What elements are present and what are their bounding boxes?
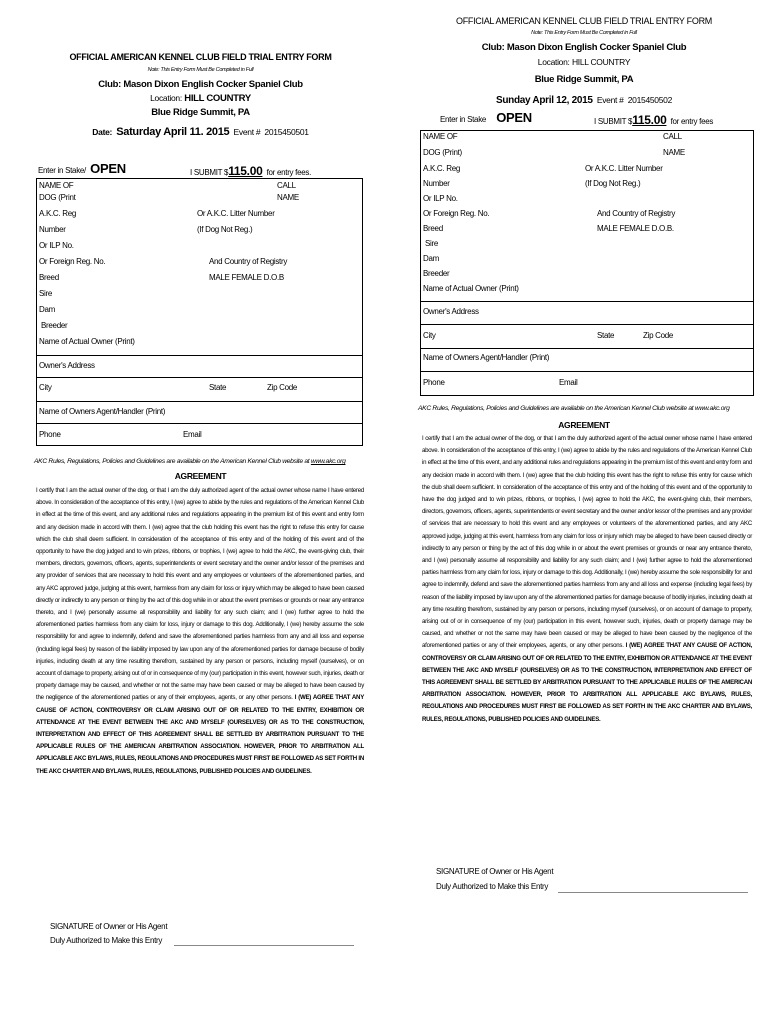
city-label: City: [39, 383, 52, 392]
form-note: Note: This Entry Form Must Be Completed in Full: [147, 67, 254, 73]
stake-line: [38, 160, 126, 178]
club-line: [414, 42, 754, 53]
signature-label: SIGNATURE of Owner or His Agent: [50, 922, 168, 931]
agreement-body: [422, 433, 752, 726]
fees-label: for entry fees: [670, 117, 714, 126]
agreement-title: AGREEMENT: [558, 420, 610, 430]
location-line: [28, 93, 373, 104]
call-label: CALL: [663, 132, 682, 141]
zip-label: Zip Code: [267, 383, 298, 392]
date-line: [28, 122, 373, 140]
date-value: Sunday April 12, 2015: [495, 95, 593, 106]
sire-label: Sire: [39, 289, 53, 298]
agreement-text: I certify that I am the actual owner of the dog, or that I am the duly authorized agent of the actual owner whose name I have entered above. In consideration of the acceptance of this entry, I (we) agree to abide by the rules and regulations of the American Kennel Club in effect at the time of this event, and any additional rules and regulations appearing in the premium list of this event and entry form and any decision made in accord with them. I (we) agree that the club holding this event has the right to refuse this entry for cause which the club shall deem sufficient. In consideration of the acceptance of this entry and of the holding of this event and of the opportunity to have the dog judged and to win prizes, ribbons, or trophies, I (we) agree to hold the AKC, the event-giving club, their members, directors, governors, officers, agents, superintendents or event secretary and the owner and/or lessor of the premises and any provider of services that are necessary to hold this event and any employees or volunteers of the aforementioned parties, and any AKC approved judge, judging at this event, harmless from any claim for loss or injury which may be alleged to have been caused directly or indirectly to any person or thing by the act of this dog while in or about the event premises or grounds or near any entrance thereto, and I (we) personally assume all responsibility and liability for any such claim; and I (we) further agree to hold the aforementioned parties harmless from any claim for loss, injury or damage to this dog. Additionally, I (we) hereby assume the sole responsibility for and agree to indemnify, defend and save the aforementioned parties harmless from any and all loss and expense (including legal fees) by reason of the liability imposed by law upon any of the aforementioned parties for damage because of bodily injuries, including death at any time resulting therefrom, sustained by any person or persons, including myself (ourselves), or on account of damage to property, arising out of or in consequence of my (our) participation in this event, however such, injuries, death or property damage may be caused, and whether or not the same may have been caused or may be alleged to have been caused by the negligence of the aforementioned parties or any of their employees, agents, or any other persons.: [422, 435, 752, 650]
handler-label: Name of Owners Agent/Handler (Print): [39, 407, 166, 416]
dam-label: Dam: [39, 305, 55, 314]
agreement-title: AGREEMENT: [174, 471, 227, 481]
submit-label: I SUBMIT $: [190, 168, 229, 177]
stake-value[interactable]: OPEN: [90, 161, 126, 176]
rules-text: AKC Rules, Regulations, Policies and Guidelines are available on the American Kennel Club website at: [34, 458, 310, 465]
event-label: Event #: [233, 127, 261, 137]
row-divider: [421, 371, 753, 372]
akc-reg-label: A.K.C. Reg: [39, 209, 77, 218]
owner-label: Name of Actual Owner (Print): [423, 284, 519, 293]
not-reg-label: (If Dog Not Reg.): [585, 179, 641, 188]
fee-amount[interactable]: 115.00: [632, 113, 667, 127]
location-value: HILL COUNTRY: [184, 93, 251, 104]
fee-line: [594, 111, 713, 129]
form-title: OFFICIAL AMERICAN KENNEL CLUB FIELD TRIAL ENTRY FORM: [456, 16, 712, 26]
stake-value[interactable]: OPEN: [496, 110, 532, 125]
foreign-reg-label: Or Foreign Reg. No.: [39, 257, 106, 266]
row-divider: [37, 355, 362, 356]
club-name: Mason Dixon English Cocker Spaniel Club: [506, 42, 687, 53]
rules-note: [34, 458, 346, 465]
phone-label: Phone: [39, 430, 61, 439]
submit-label: I SUBMIT $: [594, 117, 633, 126]
event-number: 2015450502: [627, 95, 673, 105]
event-number: 2015450501: [264, 127, 309, 137]
sex-dob-label: MALE FEMALE D.O.B.: [597, 224, 674, 233]
state-label: State: [209, 383, 227, 392]
dam-label: Dam: [423, 254, 439, 263]
signature-label: SIGNATURE of Owner or His Agent: [436, 867, 554, 876]
state-label: State: [597, 331, 615, 340]
dog-info-box: [420, 130, 754, 396]
place-line: Blue Ridge Summit, PA: [534, 74, 634, 85]
number-label: Number: [423, 179, 450, 188]
fees-label: for entry fees.: [266, 168, 312, 177]
akc-reg-label: A.K.C. Reg: [423, 164, 461, 173]
breed-label: Breed: [423, 224, 443, 233]
litter-label: Or A.K.C. Litter Number: [197, 209, 275, 218]
country-label: And Country of Registry: [597, 209, 676, 218]
call-label: CALL: [277, 181, 296, 190]
agreement-arbitration: I (WE) AGREE THAT ANY CAUSE OF ACTION, CONTROVERSY OR CLAIM ARISING OUT OF OR RELATED TO THE ENTRY, EXHIBITION OR ATTENDANCE AT THE EVENT BETWEEN THE AKC AND MYSELF (OURSELVES) OR AS TO THE CONSTRUCTION, INTERPRETATION AND EFFECT OF THIS AGREEMENT SHALL BE SETTLED BY ARBITRATION PURSUANT TO THE APPLICABLE RULES OF THE AMERICAN ARBITRATION ASSOCIATION. HOWEVER, PRIOR TO ARBITRATION ALL APPLICABLE AKC BYLAWS, RULES, REGULATIONS AND PROCEDURES MUST FIRST BE FOLLOWED AS SET FORTH IN THE AKC CHARTER AND BYLAWS, RULES, REGULATIONS, PUBLISHED POLICIES AND GUIDELINES.: [36, 694, 365, 775]
litter-label: Or A.K.C. Litter Number: [585, 164, 663, 173]
address-label: Owner's Address: [39, 361, 95, 370]
zip-label: Zip Code: [643, 331, 674, 340]
rules-note: AKC Rules, Regulations, Policies and Guidelines are available on the American Kennel Club website at www.akc.org: [418, 405, 730, 412]
signature-line[interactable]: [174, 945, 354, 946]
location-line: [414, 57, 754, 68]
ilp-label: Or ILP No.: [39, 241, 74, 250]
stake-line: [440, 109, 532, 127]
sex-dob-label: MALE FEMALE D.O.B: [209, 273, 284, 282]
form-note: Note: This Entry Form Must Be Completed in Full: [531, 30, 637, 36]
foreign-reg-label: Or Foreign Reg. No.: [423, 209, 490, 218]
club-line: [28, 79, 373, 90]
date-label: Date:: [92, 127, 113, 137]
date-value: Saturday April 11. 2015: [116, 126, 230, 138]
address-label: Owner's Address: [423, 307, 479, 316]
row-divider: [37, 423, 362, 424]
agreement-body: [36, 485, 364, 778]
signature-line[interactable]: [558, 892, 748, 893]
row-divider: [421, 324, 753, 325]
form-title: OFFICIAL AMERICAN KENNEL CLUB FIELD TRIAL ENTRY FORM: [69, 52, 332, 62]
authorized-label: Duly Authorized to Make this Entry: [436, 882, 549, 891]
city-label: City: [423, 331, 436, 340]
location-value: HILL COUNTRY: [571, 57, 631, 67]
authorized-label: Duly Authorized to Make this Entry: [50, 936, 163, 945]
dog-info-box: [36, 178, 363, 446]
agreement-text: I certify that I am the actual owner of the dog, or that I am the duly authorized agent of the actual owner whose name I have entered above. In consideration of the acceptance of this entry, I (we) agree to abide by the rules and regulations of the American Kennel Club in effect at the time of this event, and any additional rules and regulations appearing in the premium list of this event and entry form and any decision made in accord with them. I (we) agree that the club holding this event has the right to refuse this entry for cause which the club shall deem sufficient. In consideration of the acceptance of this entry and of the holding of this event and of the opportunity to have the dog judged and to win prizes, ribbons, or trophies, I (we) agree to hold the AKC, the event-giving club, their members, directors, governors, officers, agents, superintendents or event secretary and the owner and/or lessor of the premises and any provider of services that are necessary to hold this event and any employees or volunteers of the aforementioned parties, and any AKC approved judge, judging at this event, harmless from any claim for loss or injury which may be alleged to have been caused directly or indirectly to any person or thing by the act of this dog while in or about the event premises or grounds or near any entrance thereto, and I (we) personally assume all responsibility and liability for any such claim; and I (we) further agree to hold the aforementioned parties harmless from any claim for loss, injury or damage to this dog. Additionally, I (we) hereby assume the sole responsibility for and agree to indemnify, defend and save the aforementioned parties harmless from any and all loss and expense (including legal fees) by reason of the liability imposed by law upon any of the aforementioned parties for damage because of bodily injuries, including death at any time resulting therefrom, sustained by any person or persons, including myself (ourselves), or on account of damage to property, arising out of or in consequence of my (our) participation in this event, however such, injuries, death or property damage may be caused, and whether or not the same may have been caused or may be alleged to have been caused by the negligence of the aforementioned parties or any of their employees, agents, or any other persons.: [36, 487, 364, 702]
phone-label: Phone: [423, 378, 445, 387]
event-label: Event #: [596, 95, 624, 105]
breed-label: Breed: [39, 273, 59, 282]
place-line: Blue Ridge Summit, PA: [151, 107, 250, 118]
row-divider: [421, 301, 753, 302]
breeder-label: Breeder: [41, 321, 68, 330]
fee-amount[interactable]: 115.00: [228, 164, 263, 178]
country-label: And Country of Registry: [209, 257, 288, 266]
number-label: Number: [39, 225, 66, 234]
stake-label: Enter in Stake: [440, 115, 487, 124]
akc-link[interactable]: www.akc.org: [310, 458, 346, 465]
ilp-label: Or ILP No.: [423, 194, 458, 203]
email-label: Email: [183, 430, 202, 439]
sire-label: Sire: [425, 239, 439, 248]
dog-print-label: DOG (Print): [423, 148, 462, 157]
email-label: Email: [559, 378, 578, 387]
club-label: Club:: [481, 42, 505, 53]
date-line: [414, 90, 754, 108]
name-of-label: NAME OF: [39, 181, 74, 190]
location-label: Location:: [150, 93, 182, 103]
breeder-label: Breeder: [423, 269, 450, 278]
dog-print-label: DOG (Print: [39, 193, 76, 202]
handler-label: Name of Owners Agent/Handler (Print): [423, 353, 550, 362]
call-name-label: NAME: [663, 148, 685, 157]
stake-label: Enter in Stake/: [38, 166, 86, 175]
club-label: Club:: [98, 79, 122, 90]
call-name-label: NAME: [277, 193, 299, 202]
not-reg-label: (If Dog Not Reg.): [197, 225, 253, 234]
owner-label: Name of Actual Owner (Print): [39, 337, 135, 346]
row-divider: [421, 348, 753, 349]
row-divider: [37, 377, 362, 378]
name-of-label: NAME OF: [423, 132, 458, 141]
location-label: Location:: [537, 57, 570, 67]
row-divider: [37, 401, 362, 402]
agreement-arbitration: I (WE) AGREE THAT ANY CAUSE OF ACTION, CONTROVERSY OR CLAIM ARISING OUT OF OR RELATED TO THE ENTRY, EXHIBITION OR ATTENDANCE AT THE EVENT BETWEEN THE AKC AND MYSELF (OURSELVES) OR AS TO THE CONSTRUCTION, INTERPRETATION AND EFFECT OF THIS AGREEMENT SHALL BE SETTLED BY ARBITRATION PURSUANT TO THE APPLICABLE RULES OF THE AMERICAN ARBITRATION ASSOCIATION. HOWEVER, PRIOR TO ARBITRATION ALL APPLICABLE AKC BYLAWS, RULES, REGULATIONS AND PROCEDURES MUST FIRST BE FOLLOWED AS SET FORTH IN THE AKC CHARTER AND BYLAWS, RULES, REGULATIONS, PUBLISHED POLICIES AND GUIDELINES.: [422, 642, 752, 723]
club-name: Mason Dixon English Cocker Spaniel Club: [123, 79, 303, 90]
